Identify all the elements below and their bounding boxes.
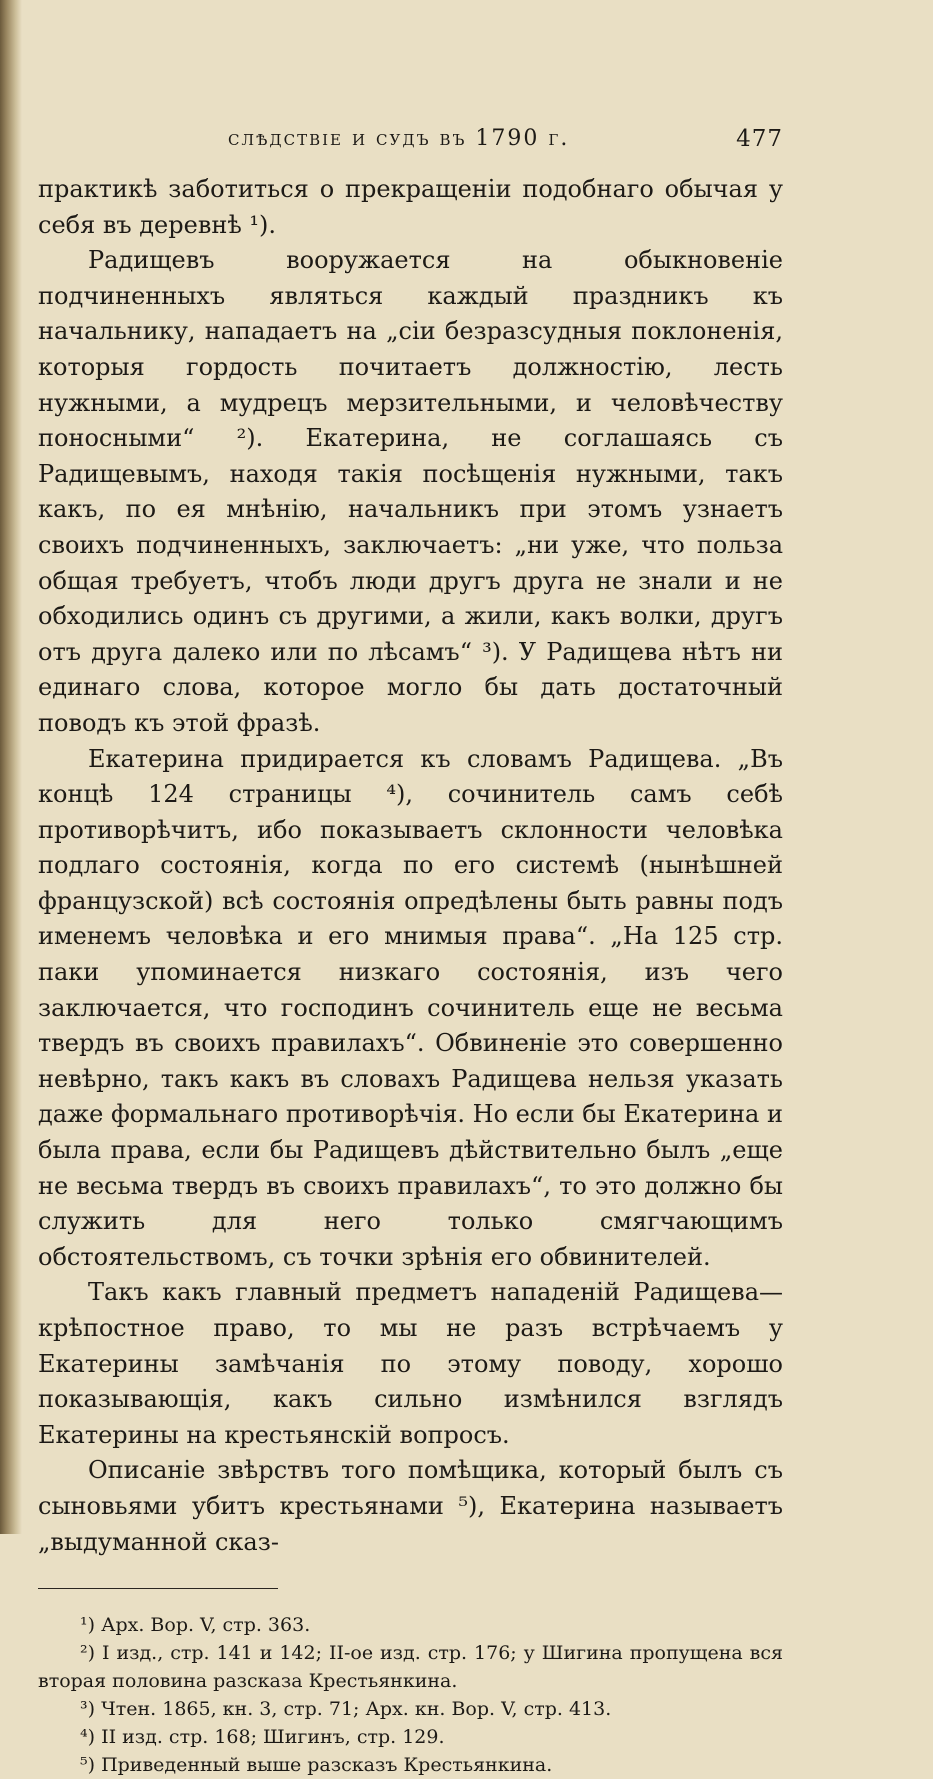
footnote: ²) I изд., стр. 141 и 142; II-ое изд. стр. 176; у Шигина пропущена вся вторая половина разсказа Крестьянкина. [38,1642,783,1693]
footnote: ⁵) Приведенный выше разсказъ Крестьянкина. [80,1754,553,1777]
paragraph: Радищевъ вооружается на обыкновеніе подчиненныхъ являться каждый праздникъ къ начальнику, нападаетъ на „сіи безразсудныя поклоненія, которыя гордость почитаетъ должностію, лесть нужными, а мудрецъ мерзительными, и человѣчеству поносными“ ²). Екатерина, не соглашаясь съ Радищевымъ, находя такія посѣщенія нужными, такъ какъ, по ея мнѣнію, начальникъ при этомъ узнаетъ своихъ подчиненныхъ, заключаетъ: „ни уже, что польза общая требуетъ, чтобъ люди другъ друга не знали и не обходились одинъ съ другими, а жили, какъ волки, другъ отъ друга далеко или по лѣсамъ“ ³). У Радищева нѣтъ ни единаго слова, которое могло бы дать достаточный поводъ къ этой фразѣ. [38,246,783,737]
book-page [38,118,783,1779]
footnote: ¹) Арх. Вор. V, стр. 363. [80,1614,311,1637]
running-head [38,118,783,158]
footnote: ⁴) II изд. стр. 168; Шигинъ, стр. 129. [80,1726,445,1749]
page-number: 477 [736,126,783,152]
footnote-divider [38,1588,278,1589]
book-spine-shadow [0,0,22,1534]
footnote: ³) Чтен. 1865, кн. 3, стр. 71; Арх. кн. Вор. V, стр. 413. [80,1698,612,1721]
footnotes [38,1611,783,1779]
paragraph: Описаніе звѣрствъ того помѣщика, который былъ съ сыновьями убитъ крестьянами ⁵), Екатерина называетъ „выдуманной сказ- [38,1456,783,1556]
body-text [38,172,783,1560]
paragraph: практикѣ заботиться о прекращеніи подобнаго обычая у себя въ деревнѣ ¹). [38,175,783,239]
paragraph: Такъ какъ главный предметъ нападеній Радищева—крѣпостное право, то мы не разъ встрѣчаемъ у Екатерины замѣчанія по этому поводу, хорошо показывающія, какъ сильно измѣнился взглядъ Екатерины на крестьянскій вопросъ. [38,1278,783,1449]
paragraph: Екатерина придирается къ словамъ Радищева. „Въ концѣ 124 страницы ⁴), сочинитель самъ себѣ противорѣчитъ, ибо показываетъ склонности человѣка подлаго состоянія, когда по его системѣ (нынѣшней французской) всѣ состоянія опредѣлены быть равны подъ именемъ человѣка и его мнимыя права“. „На 125 стр. паки упоминается низкаго состоянія, изъ чего заключается, что господинъ сочинитель еще не весьма твердъ въ своихъ правилахъ“. Обвиненіе это совершенно невѣрно, такъ какъ въ словахъ Радищева нельзя указать даже формальнаго противорѣчія. Но если бы Екатерина и была права, если бы Радищевъ дѣйствительно былъ „еще не весьма твердъ въ своихъ правилахъ“, то это должно бы служить для него только смягчающимъ обстоятельствомъ, съ точки зрѣнія его обвинителей. [38,744,783,1271]
running-title: слѣдствіе и судъ въ 1790 г. [228,126,570,151]
